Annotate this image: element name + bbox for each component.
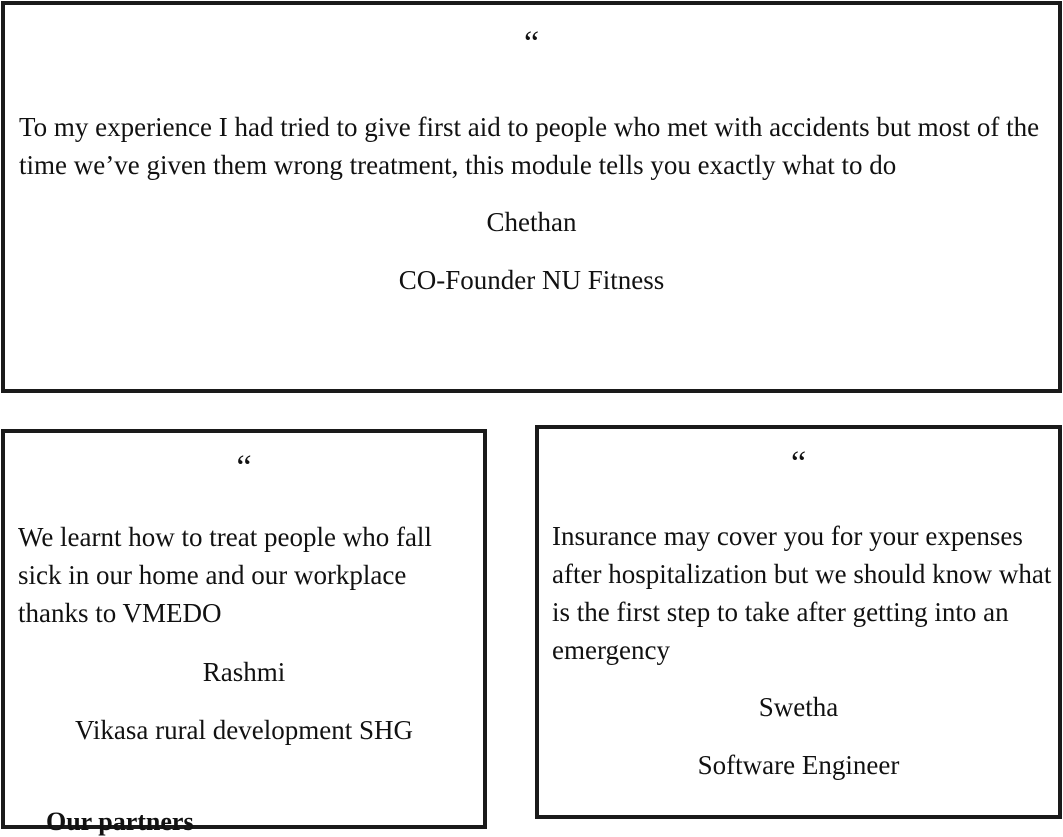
testimonial-text: Insurance may cover you for your expenses after hospitalization but we should know what is the first step to take after getting into an emergency [552,521,1052,665]
testimonial-card-swetha [535,425,1062,819]
quote-mark-icon: “ [790,445,807,482]
quote-mark-icon: “ [236,449,252,486]
testimonial-author-name: Swetha [758,692,839,722]
testimonial-author-role: Software Engineer [697,750,900,780]
testimonial-card-rashmi [1,429,487,829]
testimonial-text: To my experience I had tried to give first aid to people who met with accidents but most of the time we’ve given them wrong treatment, this module tells you exactly what to do [19,112,1040,180]
testimonial-author-name: Rashmi [202,657,286,687]
quote-mark-icon: “ [523,25,540,62]
testimonial-author-role: Vikasa rural development SHG [74,715,414,745]
testimonial-card-chethan [1,1,1062,393]
testimonial-text: We learnt how to treat people who fall sick in our home and our workplace thanks to VMEDO [18,522,432,628]
testimonial-author-name: Chethan [486,207,577,237]
partners-heading-clipped: Our partners [46,807,194,836]
testimonial-author-role: CO-Founder NU Fitness [398,265,665,295]
